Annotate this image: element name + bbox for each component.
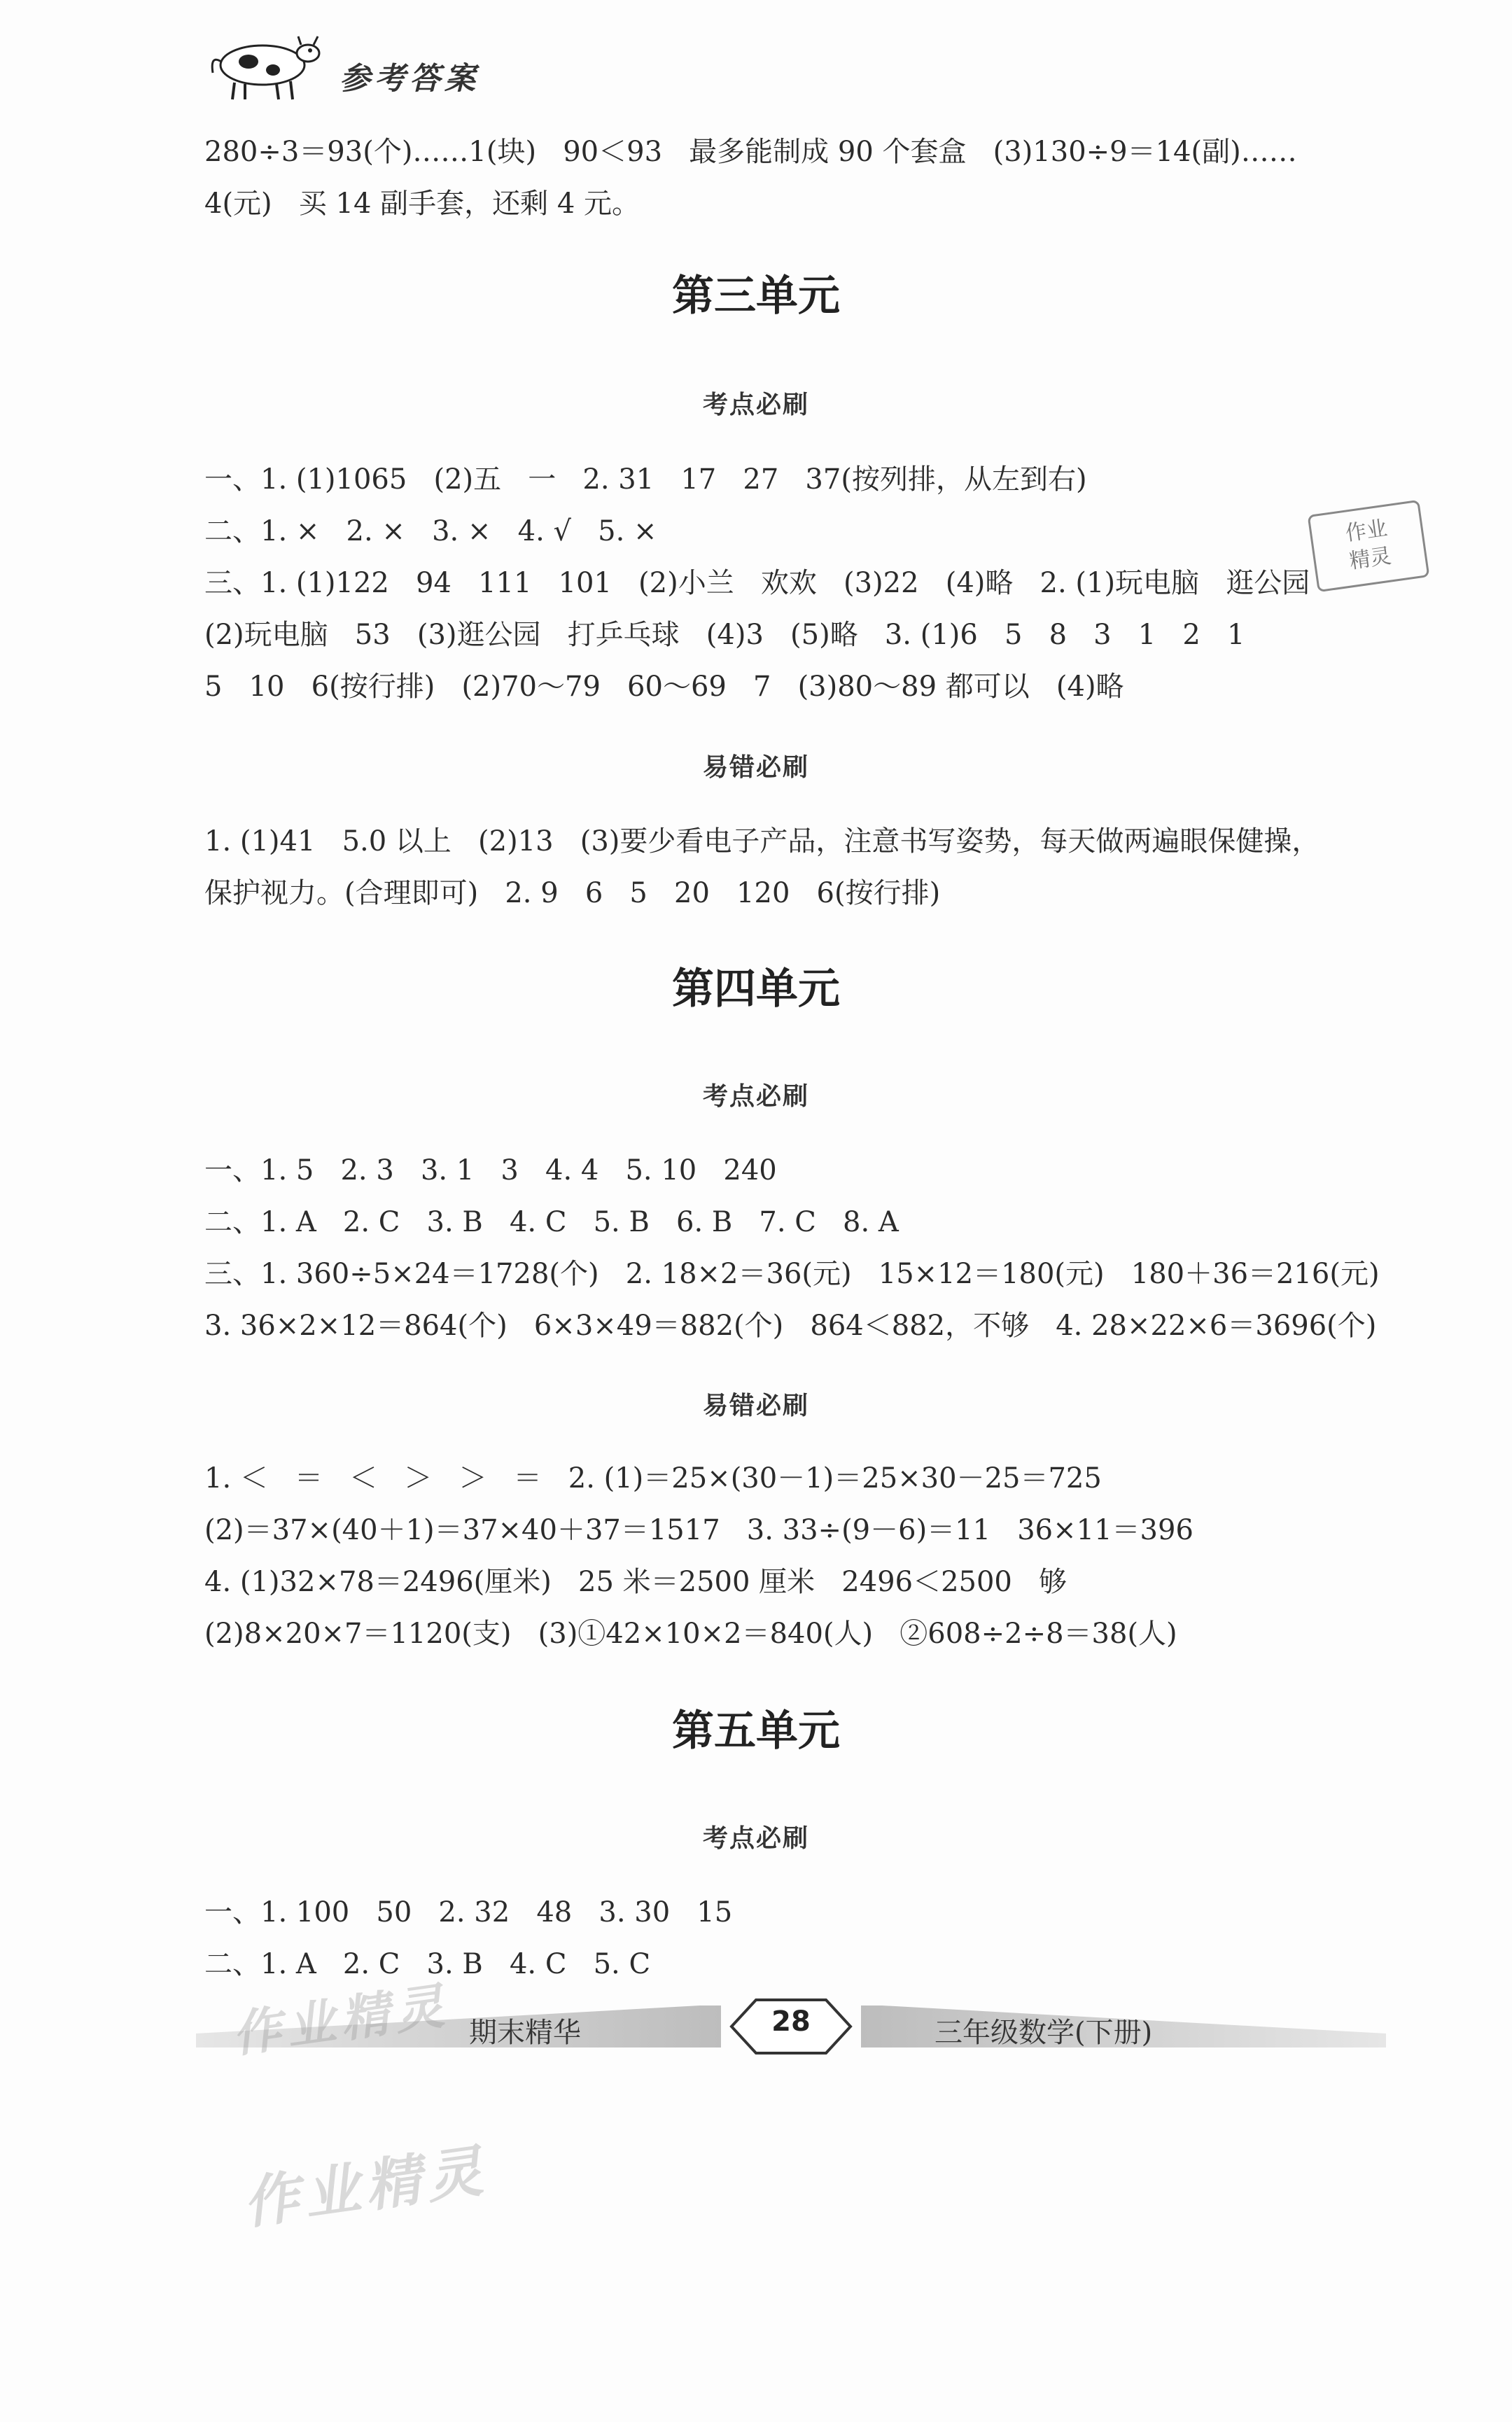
watermark-2: 作业精灵 <box>239 2137 492 2236</box>
stamp-line1: 作业 <box>1343 516 1390 547</box>
answer-line: 4. (1)32×78＝2496(厘米) 25 米＝2500 厘米 2496＜2500 够 <box>204 1566 1068 1598</box>
unit3-section2-block <box>204 816 1394 919</box>
unit4-section2-title: 易错必刷 <box>702 1391 809 1420</box>
answer-line: 5 10 6(按行排) (2)70～79 60～69 7 (3)80～89 都可以 (4)略 <box>204 671 1124 703</box>
unit4-title: 第四单元 <box>672 965 840 1014</box>
answer-line: 二、1. × 2. × 3. × 4. √ 5. × <box>204 515 657 547</box>
answer-line: 1. (1)41 5.0 以上 (2)13 (3)要少看电子产品，注意书写姿势，每天做两遍眼保健操， <box>204 825 1320 858</box>
unit4-section1-block <box>204 1144 1394 1352</box>
answer-line: 一、1. 100 50 2. 32 48 3. 30 15 <box>204 1896 733 1928</box>
footer-book-title: 期末精华 <box>469 2017 581 2049</box>
unit3-section1-title: 考点必刷 <box>702 390 809 419</box>
unit5-title: 第五单元 <box>672 1707 840 1756</box>
answer-line: 1. ＜ ＝ ＜ ＞ ＞ ＝ 2. (1)＝25×(30－1)＝25×30－25＝725 <box>204 1462 1102 1494</box>
page-header <box>203 27 1393 111</box>
answer-line: 三、1. 360÷5×24＝1728(个) 2. 18×2＝36(元) 15×12＝180(元) 180＋36＝216(元) <box>204 1258 1380 1290</box>
answer-line: 保护视力。(合理即可) 2. 9 6 5 20 120 6(按行排) <box>204 877 941 909</box>
answer-line: (2)＝37×(40＋1)＝37×40＋37＝1517 3. 33÷(9－6)＝11 36×11＝396 <box>204 1514 1194 1546</box>
page-number: 28 <box>771 2005 811 2038</box>
unit3-section2-title: 易错必刷 <box>702 752 809 782</box>
answer-line: 一、1. (1)1065 (2)五 一 2. 31 17 27 37(按列排，从左到右) <box>204 463 1087 496</box>
unit5-section1-title: 考点必刷 <box>702 1823 809 1853</box>
unit4-section2-block <box>204 1452 1394 1660</box>
answer-line: 二、1. A 2. C 3. B 4. C 5. B 6. B 7. C 8. A <box>204 1206 899 1238</box>
answer-line: 一、1. 5 2. 3 3. 1 3 4. 4 5. 10 240 <box>204 1154 777 1186</box>
footer-grade: 三年级数学(下册) <box>934 2017 1153 2049</box>
intro-block <box>204 126 1394 230</box>
unit4-section1-title: 考点必刷 <box>702 1082 809 1111</box>
header-title: 参考答案 <box>340 61 479 97</box>
watermark-1: 作业精灵 <box>228 1976 453 2064</box>
cow-icon <box>203 27 322 104</box>
stamp-line2: 精灵 <box>1348 543 1393 574</box>
answer-line: (2)玩电脑 53 (3)逛公园 打乒乓球 (4)3 (5)略 3. (1)6 5 8 3 1 2 1 <box>204 619 1245 651</box>
intro-line: 280÷3＝93(个)……1(块) 90＜93 最多能制成 90 个套盒 (3)130÷9＝14(副)…… <box>204 136 1297 168</box>
answer-line: 3. 36×2×12＝864(个) 6×3×49＝882(个) 864＜882，不够 4. 28×22×6＝3696(个) <box>204 1310 1377 1342</box>
answer-line: 二、1. A 2. C 3. B 4. C 5. C <box>204 1948 651 1980</box>
answer-line: (2)8×20×7＝1120(支) (3)①42×10×2＝840(人) ②608÷2÷8＝38(人) <box>204 1618 1177 1650</box>
answer-line: 三、1. (1)122 94 111 101 (2)小兰 欢欢 (3)22 (4)略 2. (1)玩电脑 逛公园 <box>204 567 1310 599</box>
stamp-icon <box>1303 496 1433 596</box>
unit3-title: 第三单元 <box>672 272 840 321</box>
unit3-section1-block <box>204 454 1394 713</box>
intro-line: 4(元) 买 14 副手套，还剩 4 元。 <box>204 188 640 220</box>
